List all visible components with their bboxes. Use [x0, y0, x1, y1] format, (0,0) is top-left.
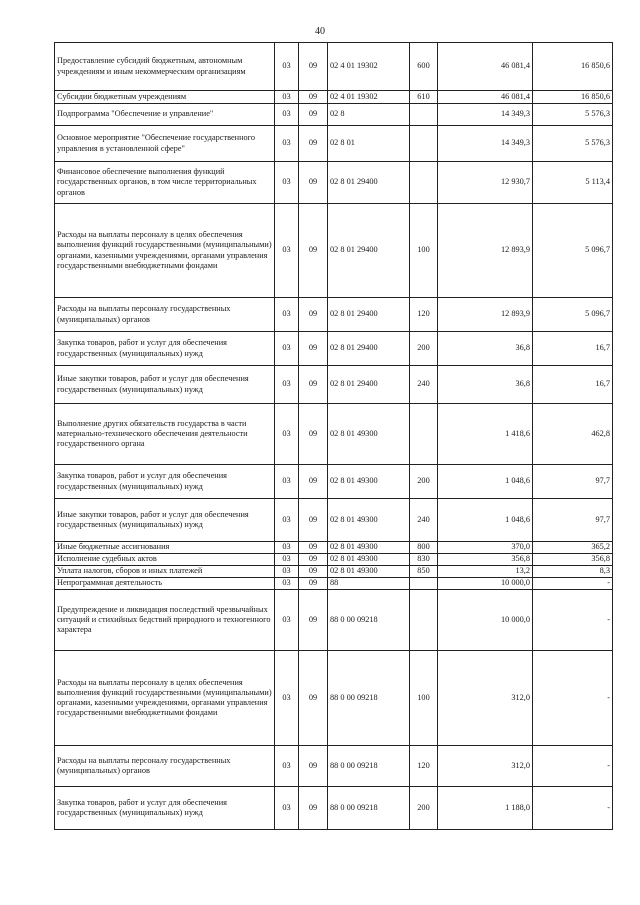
table-row [55, 366, 613, 404]
row-expense-type [410, 162, 438, 204]
row-section: 03 [275, 746, 299, 787]
row-amount-1: 1 048,6 [438, 499, 533, 542]
row-target-article: 02 8 01 49300 [328, 542, 410, 554]
row-amount-1: 14 349,3 [438, 104, 533, 126]
table-row [55, 499, 613, 542]
row-target-article: 88 0 00 09218 [328, 746, 410, 787]
row-target-article: 88 0 00 09218 [328, 787, 410, 830]
row-expense-type: 100 [410, 204, 438, 298]
row-name: Расходы на выплаты персоналу в целях обеспечения выполнения функций государственными (муниципальными) органами, казенными учреждениями, органами управления государственными внебюджетными фондами [55, 204, 275, 298]
row-target-article: 02 8 01 29400 [328, 332, 410, 366]
row-section: 03 [275, 554, 299, 566]
row-amount-2: 16 850,6 [533, 43, 613, 91]
row-name: Основное мероприятие "Обеспечение государственного управления в установленной сфере" [55, 126, 275, 162]
row-amount-2: 16,7 [533, 366, 613, 404]
row-subsection: 09 [299, 43, 328, 91]
row-subsection: 09 [299, 499, 328, 542]
row-name: Закупка товаров, работ и услуг для обеспечения государственных (муниципальных) нужд [55, 332, 275, 366]
table-row [55, 651, 613, 746]
budget-table-body [55, 43, 613, 830]
row-amount-1: 12 930,7 [438, 162, 533, 204]
row-section: 03 [275, 651, 299, 746]
row-amount-2: 5 576,3 [533, 126, 613, 162]
row-amount-1: 356,8 [438, 554, 533, 566]
row-target-article: 88 0 00 09218 [328, 590, 410, 651]
table-row [55, 162, 613, 204]
row-amount-1: 46 081,4 [438, 91, 533, 104]
row-target-article: 02 8 01 49300 [328, 554, 410, 566]
row-amount-1: 36,8 [438, 332, 533, 366]
row-expense-type: 240 [410, 366, 438, 404]
row-target-article: 02 8 01 [328, 126, 410, 162]
row-subsection: 09 [299, 366, 328, 404]
row-expense-type: 100 [410, 651, 438, 746]
row-subsection: 09 [299, 126, 328, 162]
row-amount-2: 5 096,7 [533, 298, 613, 332]
row-target-article: 02 4 01 19302 [328, 43, 410, 91]
row-amount-2: 5 576,3 [533, 104, 613, 126]
row-expense-type: 610 [410, 91, 438, 104]
row-target-article: 02 8 01 49300 [328, 404, 410, 465]
row-name: Субсидии бюджетным учреждениям [55, 91, 275, 104]
row-name: Иные закупки товаров, работ и услуг для обеспечения государственных (муниципальных) нужд [55, 499, 275, 542]
table-row [55, 590, 613, 651]
table-row [55, 298, 613, 332]
row-section: 03 [275, 162, 299, 204]
row-amount-2: 5 096,7 [533, 204, 613, 298]
row-subsection: 09 [299, 787, 328, 830]
row-amount-2: 365,2 [533, 542, 613, 554]
row-expense-type: 600 [410, 43, 438, 91]
row-section: 03 [275, 366, 299, 404]
row-subsection: 09 [299, 204, 328, 298]
row-expense-type [410, 590, 438, 651]
row-name: Предоставление субсидий бюджетным, автономным учреждениям и иным некоммерческим организациям [55, 43, 275, 91]
row-section: 03 [275, 787, 299, 830]
row-subsection: 09 [299, 590, 328, 651]
table-row [55, 578, 613, 590]
row-name: Расходы на выплаты персоналу в целях обеспечения выполнения функций государственными (муниципальными) органами, казенными учреждениями, органами управления государственными внебюджетными фондами [55, 651, 275, 746]
row-amount-2: 97,7 [533, 465, 613, 499]
row-section: 03 [275, 499, 299, 542]
row-subsection: 09 [299, 162, 328, 204]
row-expense-type: 200 [410, 465, 438, 499]
page-number: 40 [315, 26, 325, 37]
row-expense-type: 830 [410, 554, 438, 566]
row-name: Расходы на выплаты персоналу государственных (муниципальных) органов [55, 746, 275, 787]
row-target-article: 02 8 01 49300 [328, 465, 410, 499]
row-name: Закупка товаров, работ и услуг для обеспечения государственных (муниципальных) нужд [55, 787, 275, 830]
row-target-article: 02 8 01 49300 [328, 566, 410, 578]
row-expense-type: 200 [410, 787, 438, 830]
row-section: 03 [275, 104, 299, 126]
row-expense-type: 240 [410, 499, 438, 542]
table-row [55, 542, 613, 554]
row-amount-2: - [533, 590, 613, 651]
row-expense-type [410, 404, 438, 465]
row-amount-2: 5 113,4 [533, 162, 613, 204]
row-name: Иные бюджетные ассигнования [55, 542, 275, 554]
row-amount-2: - [533, 746, 613, 787]
table-row [55, 566, 613, 578]
row-subsection: 09 [299, 578, 328, 590]
row-section: 03 [275, 465, 299, 499]
row-subsection: 09 [299, 542, 328, 554]
row-target-article: 02 8 01 49300 [328, 499, 410, 542]
table-row [55, 332, 613, 366]
row-target-article: 02 8 01 29400 [328, 162, 410, 204]
row-name: Исполнение судебных актов [55, 554, 275, 566]
row-expense-type [410, 104, 438, 126]
row-section: 03 [275, 298, 299, 332]
row-section: 03 [275, 404, 299, 465]
row-amount-2: 97,7 [533, 499, 613, 542]
table-row [55, 43, 613, 91]
row-amount-1: 312,0 [438, 746, 533, 787]
row-amount-2: 16 850,6 [533, 91, 613, 104]
row-amount-1: 1 048,6 [438, 465, 533, 499]
row-target-article: 02 8 01 29400 [328, 298, 410, 332]
table-row [55, 787, 613, 830]
row-target-article: 02 8 01 29400 [328, 366, 410, 404]
table-row [55, 746, 613, 787]
row-expense-type [410, 578, 438, 590]
row-name: Уплата налогов, сборов и иных платежей [55, 566, 275, 578]
row-name: Непрограммная деятельность [55, 578, 275, 590]
row-section: 03 [275, 566, 299, 578]
row-subsection: 09 [299, 566, 328, 578]
row-name: Закупка товаров, работ и услуг для обеспечения государственных (муниципальных) нужд [55, 465, 275, 499]
row-name: Выполнение других обязательств государства в части материально-технического обеспечения деятельности государственного органа [55, 404, 275, 465]
row-subsection: 09 [299, 651, 328, 746]
row-expense-type: 800 [410, 542, 438, 554]
row-subsection: 09 [299, 298, 328, 332]
row-section: 03 [275, 126, 299, 162]
row-amount-2: 8,3 [533, 566, 613, 578]
row-amount-2: - [533, 578, 613, 590]
row-amount-1: 14 349,3 [438, 126, 533, 162]
row-amount-2: 356,8 [533, 554, 613, 566]
table-row [55, 404, 613, 465]
budget-table [54, 42, 613, 830]
row-amount-1: 370,0 [438, 542, 533, 554]
row-section: 03 [275, 590, 299, 651]
row-section: 03 [275, 542, 299, 554]
row-amount-2: - [533, 651, 613, 746]
row-subsection: 09 [299, 465, 328, 499]
row-name: Финансовое обеспечение выполнения функций государственных органов, в том числе территориальных органов [55, 162, 275, 204]
row-amount-1: 36,8 [438, 366, 533, 404]
table-row [55, 465, 613, 499]
row-subsection: 09 [299, 404, 328, 465]
row-amount-2: - [533, 787, 613, 830]
row-name: Иные закупки товаров, работ и услуг для обеспечения государственных (муниципальных) нужд [55, 366, 275, 404]
row-amount-1: 13,2 [438, 566, 533, 578]
row-subsection: 09 [299, 332, 328, 366]
row-expense-type [410, 126, 438, 162]
table-row [55, 91, 613, 104]
row-subsection: 09 [299, 746, 328, 787]
row-amount-1: 1 418,6 [438, 404, 533, 465]
row-amount-1: 46 081,4 [438, 43, 533, 91]
row-name: Подпрограмма "Обеспечение и управление" [55, 104, 275, 126]
row-section: 03 [275, 91, 299, 104]
row-name: Предупреждение и ликвидация последствий чрезвычайных ситуаций и стихийных бедствий природного и техногенного характера [55, 590, 275, 651]
row-amount-2: 462,8 [533, 404, 613, 465]
row-subsection: 09 [299, 104, 328, 126]
row-target-article: 02 4 01 19302 [328, 91, 410, 104]
row-subsection: 09 [299, 554, 328, 566]
row-section: 03 [275, 204, 299, 298]
row-amount-1: 10 000,0 [438, 590, 533, 651]
row-target-article: 02 8 01 29400 [328, 204, 410, 298]
table-row [55, 104, 613, 126]
row-name: Расходы на выплаты персоналу государственных (муниципальных) органов [55, 298, 275, 332]
row-section: 03 [275, 43, 299, 91]
row-amount-1: 1 188,0 [438, 787, 533, 830]
row-target-article: 88 [328, 578, 410, 590]
table-row [55, 126, 613, 162]
row-amount-1: 10 000,0 [438, 578, 533, 590]
row-amount-1: 12 893,9 [438, 298, 533, 332]
row-amount-2: 16,7 [533, 332, 613, 366]
row-target-article: 88 0 00 09218 [328, 651, 410, 746]
row-expense-type: 120 [410, 298, 438, 332]
row-expense-type: 120 [410, 746, 438, 787]
row-amount-1: 12 893,9 [438, 204, 533, 298]
row-target-article: 02 8 [328, 104, 410, 126]
table-row [55, 204, 613, 298]
row-subsection: 09 [299, 91, 328, 104]
row-expense-type: 850 [410, 566, 438, 578]
table-row [55, 554, 613, 566]
row-section: 03 [275, 332, 299, 366]
row-amount-1: 312,0 [438, 651, 533, 746]
row-section: 03 [275, 578, 299, 590]
row-expense-type: 200 [410, 332, 438, 366]
